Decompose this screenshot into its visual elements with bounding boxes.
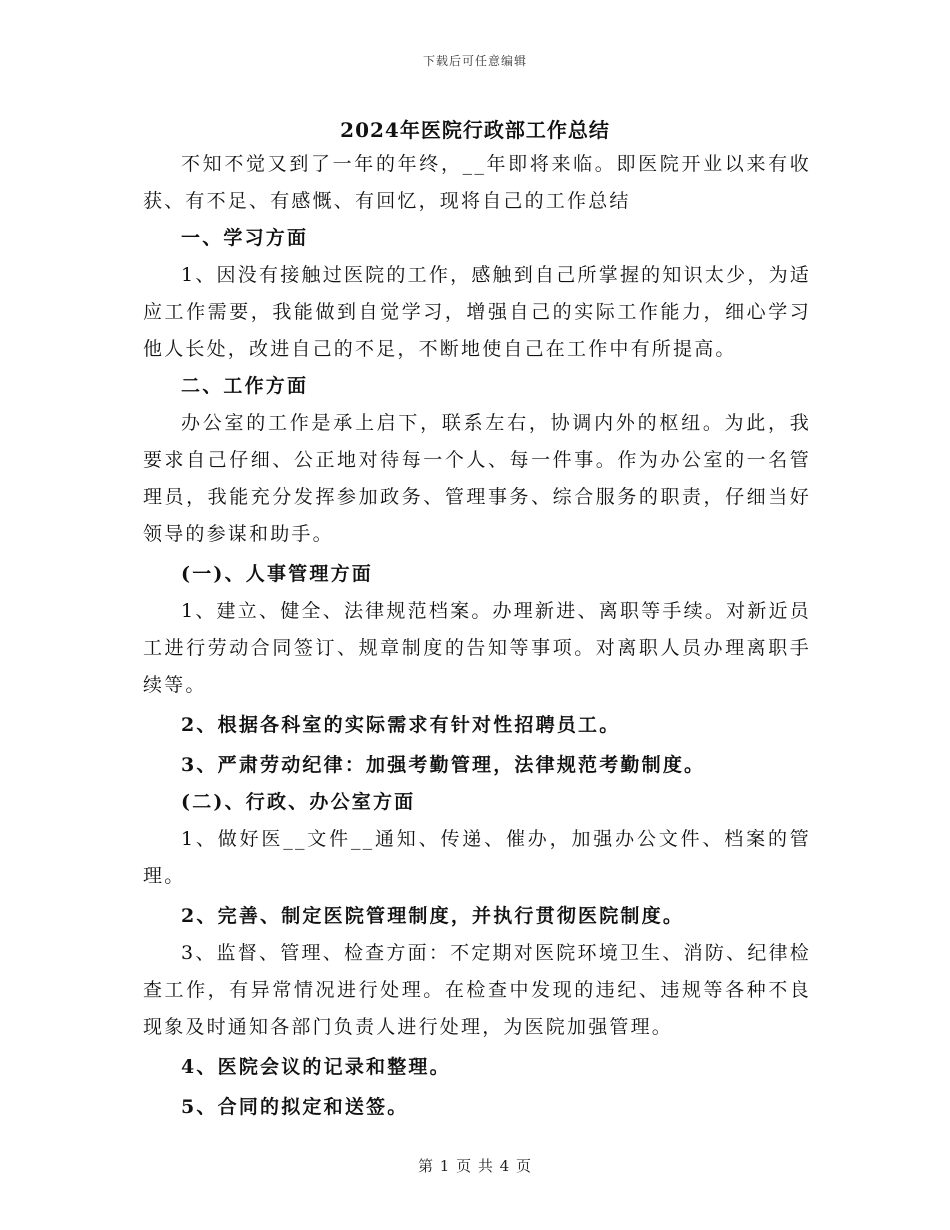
heading-work: 二、工作方面: [181, 375, 309, 397]
paragraph-personnel-1: 1、建立、健全、法律规范档案。办理新进、离职等手续。对新近员工进行劳动合同签订、规章制度的告知等事项。对离职人员办理离职手续等。: [143, 600, 811, 696]
document-title: 2024年医院行政部工作总结: [340, 118, 610, 142]
page-header-note: 下载后可任意编辑: [422, 54, 527, 68]
page-number-footer: 第 1 页 共 4 页: [418, 1157, 532, 1175]
heading-personnel: (一)、人事管理方面: [181, 563, 373, 585]
item-admin-5: 5、合同的拟定和送签。: [181, 1096, 409, 1118]
paragraph-admin-3: 3、监督、管理、检查方面：不定期对医院环境卫生、消防、纪律检查工作，有异常情况进行处理。在检查中发现的违纪、违规等各种不良现象及时通知各部门负责人进行处理，为医院加强管理。: [143, 942, 811, 1038]
paragraph-intro: 不知不觉又到了一年的年终，__年即将来临。即医院开业以来有收获、有不足、有感慨、有回忆，现将自己的工作总结: [143, 153, 811, 212]
heading-study: 一、学习方面: [181, 227, 309, 249]
item-admin-2: 2、完善、制定医院管理制度，并执行贯彻医院制度。: [181, 905, 685, 927]
paragraph-admin-1: 1、做好医__文件__通知、传递、催办，加强办公文件、档案的管理。: [143, 828, 811, 887]
paragraph-study: 1、因没有接触过医院的工作，感触到自己所掌握的知识太少，为适应工作需要，我能做到自觉学习，增强自己的实际工作能力，细心学习他人长处，改进自己的不足，不断地使自己在工作中有所提高。: [143, 264, 811, 360]
item-admin-4: 4、医院会议的记录和整理。: [181, 1056, 451, 1078]
item-personnel-3: 3、严肃劳动纪律：加强考勤管理，法律规范考勤制度。: [181, 754, 706, 776]
document-body: [143, 146, 811, 1126]
paragraph-office-role: 办公室的工作是承上启下，联系左右，协调内外的枢纽。为此，我要求自己仔细、公正地对待每一个人、每一件事。作为办公室的一名管理员，我能充分发挥参加政务、管理事务、综合服务的职责，仔细当好领导的参谋和助手。: [143, 412, 811, 545]
heading-admin-office: (二)、行政、办公室方面: [181, 791, 416, 813]
item-personnel-2: 2、根据各科室的实际需求有针对性招聘员工。: [181, 714, 621, 736]
